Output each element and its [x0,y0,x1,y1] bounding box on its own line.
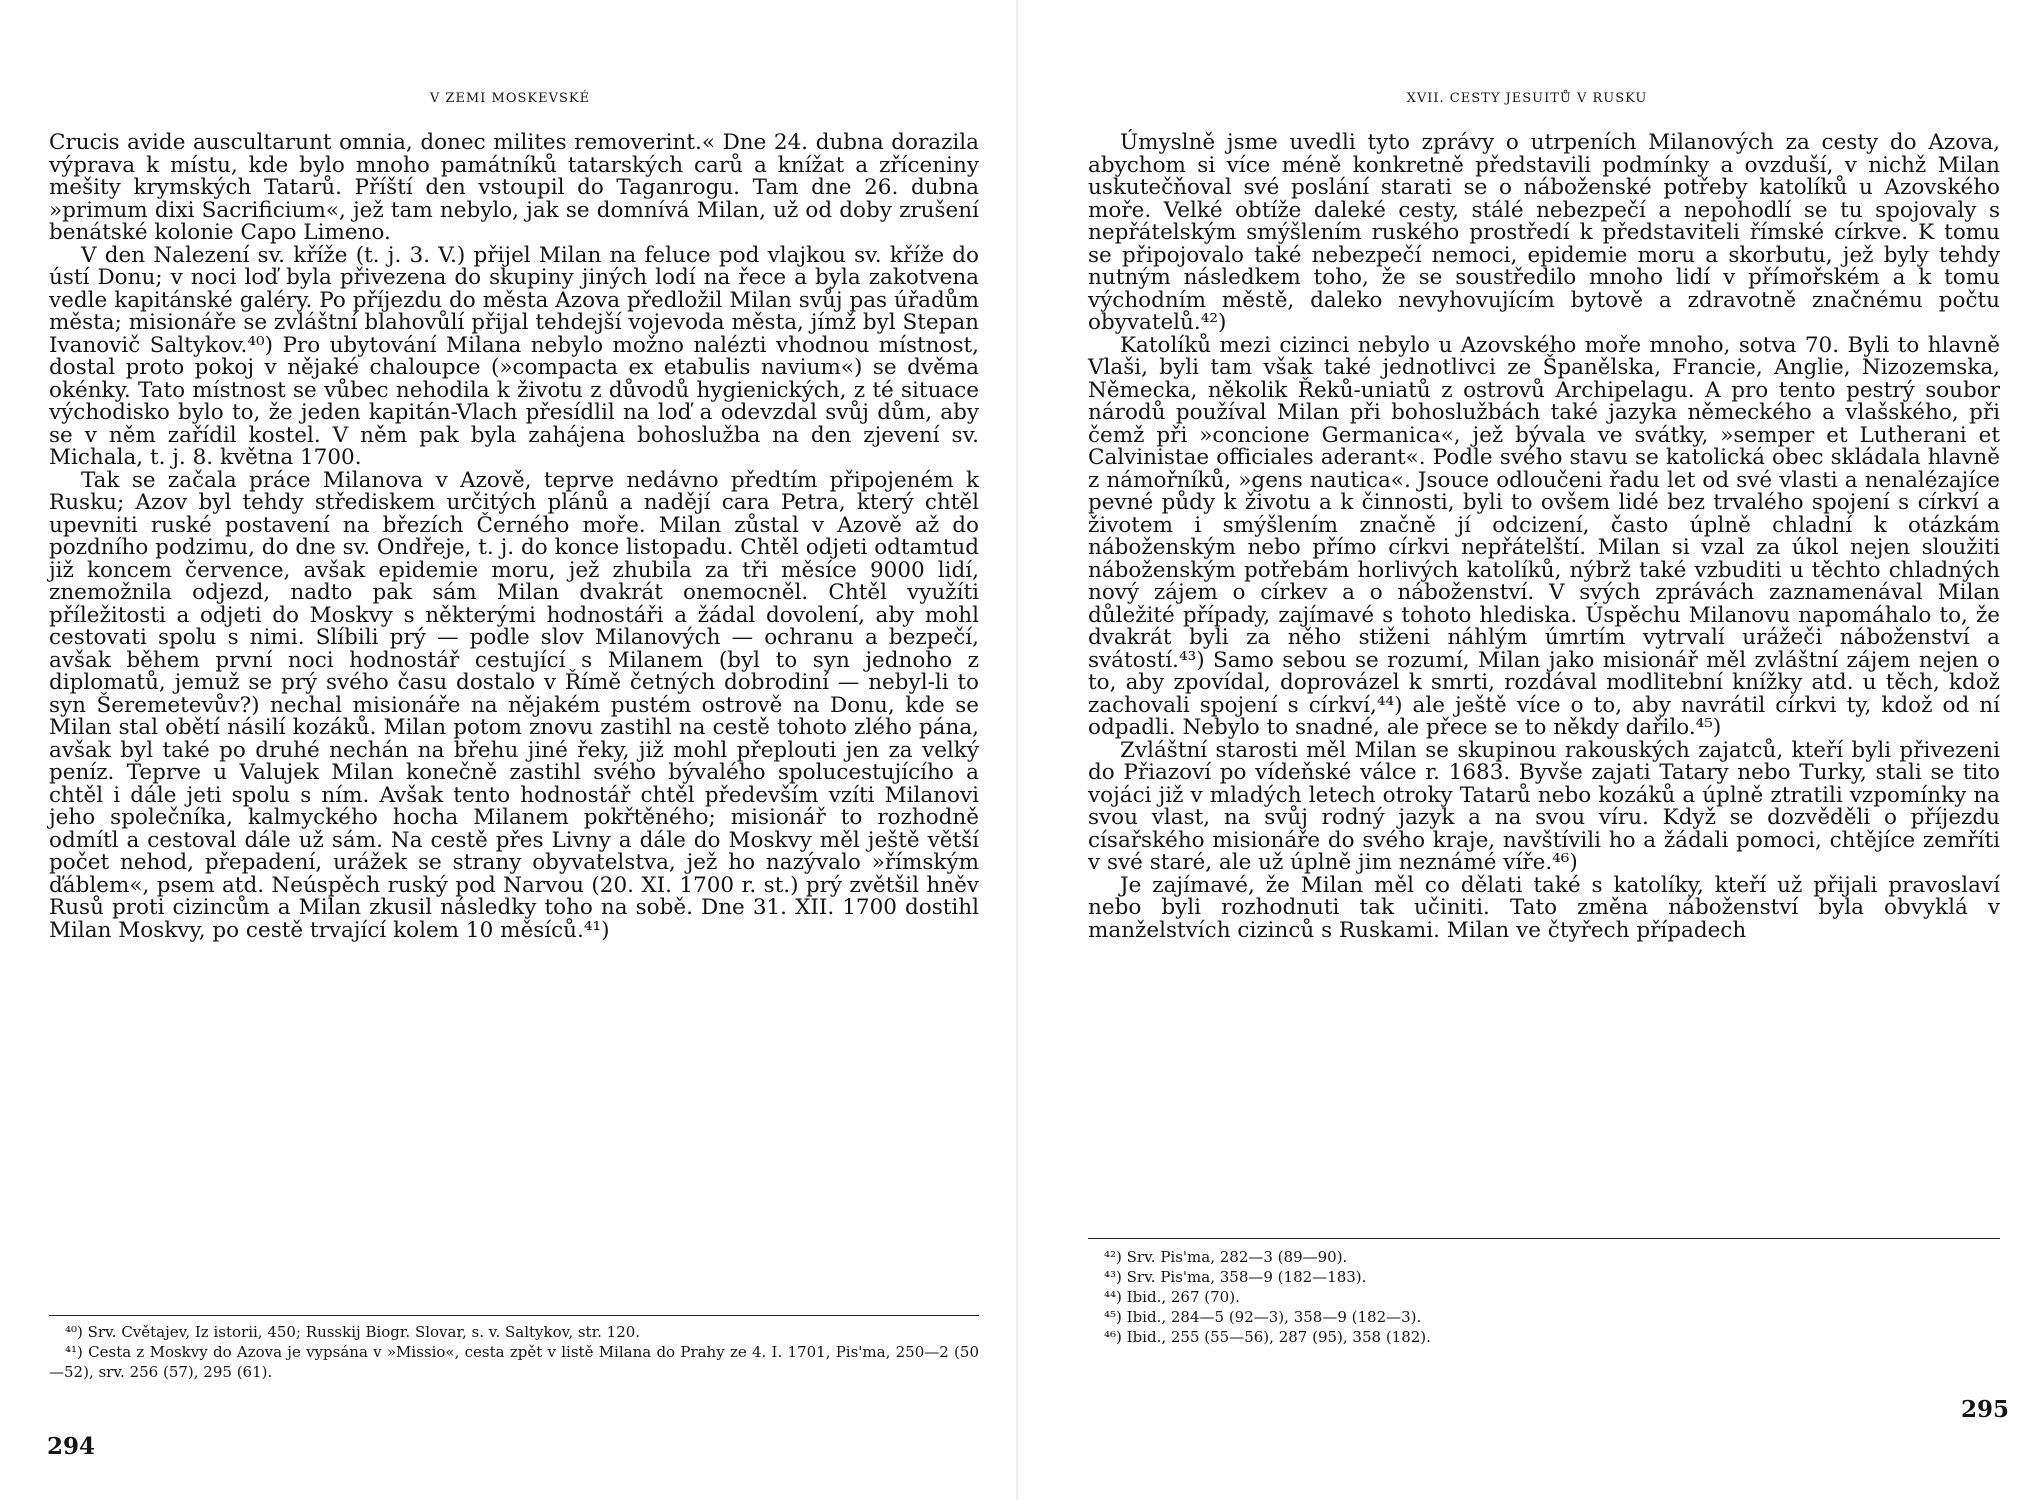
footnote: ⁴³) Srv. Pis'ma, 358—9 (182—183). [1104,1268,1367,1286]
footnote: ⁴²) Srv. Pis'ma, 282—3 (89—90). [1104,1248,1348,1266]
footnote: ⁴¹) Cesta z Moskvy do Azova je vypsána v »Missio«, cesta zpět v listě Milana do Prahy ze 4. I. 1701, Pis'ma, 250—2 (50—52), srv. 256 (57), 295 (61). [49,1343,979,1381]
footnotes [49,1322,979,1382]
running-head: V ZEMI MOSKEVSKÉ [429,91,591,106]
right-page [1017,0,2034,1500]
body-text [1088,132,2000,942]
footnote: ⁴⁴) Ibid., 267 (70). [1104,1288,1240,1306]
page-number: 295 [1961,1396,2010,1423]
paragraph: Tak se začala práce Milanova v Azově, teprve nedávno předtím připojeném k Rusku; Azov byl tehdy střediskem určitých plánů a nadějí cara Petra, který chtěl upevniti ruské postavení na březích Černého moře. Milan zůstal v Azově až do pozdního podzimu, do dne sv. Ondřeje, t. j. do konce listopadu. Chtěl odjeti odtamtud již koncem července, avšak epidemie moru, jež zhubila za tři měsíce 9000 lidí, znemožnila odjezd, nadto pak sám Milan dvakrát onemocněl. Chtěl využíti příležitosti a odjeti do Moskvy s některými hodnostáři a žádal dovolení, aby mohl cestovati spolu s nimi. Slíbili prý — podle slov Milanových — ochranu a bezpečí, avšak během první noci hodnostář cestující s Milanem (byl to syn jednoho z diplomatů, jemuž se prý svého času dostalo v Římě četných dobrodiní — nebyl-li to syn Šeremetevův?) nechal misionáře na nějakém pustém ostrově na Donu, kde se Milan stal obětí násilí kozáků. Milan potom znovu zastihl na cestě tohoto zlého pána, avšak byl také po druhé nechán na břehu jiné řeky, již mohl přeplouti jen za velký peníz. Teprve u Valujek Milan konečně zastihl svého bývalého spolucestujícího a chtěl i dále jeti spolu s ním. Avšak tento hodnostář chtěl především vzíti Milanovi jeho společníka, kalmyckého hocha Milanem pokřtěného; misionář to rozhodně odmítl a cestoval dále už sám. Na cestě přes Livny a dále do Moskvy měl ještě větší počet nehod, přepadení, urážek se strany obyvatelstva, jež ho nazývalo »římským ďáblem«, psem atd. Neúspěch ruský pod Narvou (20. XI. 1700 r. st.) prý zvětšil hněv Rusů proti cizincům a Milan zkusil následky toho na sobě. Dne 31. XII. 1700 dostihl Milan Moskvy, po cestě trvající kolem 10 měsíců.⁴¹) [49,467,979,943]
body-text [49,132,979,942]
running-head: XVII. CESTY JESUITŮ V RUSKU [1406,91,1648,106]
paragraph: Crucis avide auscultarunt omnia, donec milites removerint.« Dne 24. dubna dorazila výprava k místu, kde bylo mnoho památníků tatarských carů a knížat a zříceniny mešity krymských Tatarů. Příští den vstoupil do Taganrogu. Tam dne 26. dubna »primum dixi Sacrificium«, jež tam nebylo, jak se domnívá Milan, už od doby zrušení benátské kolonie Capo Limeno. [49,130,979,245]
paragraph: Je zajímavé, že Milan měl co dělati také s katolíky, kteří už přijali pravoslaví nebo byli rozhodnuti tak učiniti. Tato změna náboženství byla obvyklá v manželstvích cizinců s Ruskami. Milan ve čtyřech případech [1088,872,2000,943]
footnote-rule [49,1315,979,1316]
footnotes [1088,1247,2000,1347]
footnote: ⁴⁵) Ibid., 284—5 (92—3), 358—9 (182—3). [1104,1308,1422,1326]
paragraph: V den Nalezení sv. kříže (t. j. 3. V.) přijel Milan na feluce pod vlajkou sv. kříže do ústí Donu; v noci loď byla přivezena do skupiny jiných lodí na řece a byla zakotvena vedle kapitánské galéry. Po příjezdu do města Azova předložil Milan svůj pas úřadům města; misionáře se zvláštní blahovůlí přijal tehdejší vojevoda města, jímž byl Stepan Ivanovič Saltykov.⁴⁰) Pro ubytování Milana nebylo možno nalézti vhodnou místnost, dostal proto pokoj v nějaké chaloupce (»compacta ex etabulis navium«) se dvěma okénky. Tato místnost se vůbec nehodila k životu z důvodů hygienických, z té situace východisko bylo to, že jeden kapitán-Vlach přesídlil na loď a odevzdal svůj dům, aby se v něm zařídil kostel. V něm pak byla zahájena bohoslužba na den zjevení sv. Michala, t. j. 8. května 1700. [49,242,979,470]
paragraph: Úmyslně jsme uvedli tyto zprávy o utrpeních Milanových za cesty do Azova, abychom si více méně konkretně představili podmínky a ovzduší, v nichž Milan uskutečňoval své poslání starati se o náboženské potřeby katolíků u Azovského moře. Velké obtíže daleké cesty, stálé nebezpečí a nepohodlí se tu spojovaly s nepřátelským smýšlením ruského prostředí k představiteli římské církve. K tomu se připojovalo také nebezpečí nemoci, epidemie moru a skorbutu, jež byly tehdy nutným následkem toho, že se soustředilo mnoho lidí v přímořském a k tomu východním městě, daleko nevyhovujícím bytově a zdravotně značnému počtu obyvatelů.⁴²) [1088,130,2000,335]
page-number: 294 [47,1433,96,1460]
footnote: ⁴⁶) Ibid., 255 (55—56), 287 (95), 358 (182). [1104,1328,1431,1346]
footnote: ⁴⁰) Srv. Cvětajev, Iz istorii, 450; Russkij Biogr. Slovar, s. v. Saltykov, str. 120. [65,1323,641,1341]
paragraph: Katolíků mezi cizinci nebylo u Azovského moře mnoho, sotva 70. Byli to hlavně Vlaši, byli tam však také jednotlivci ze Španělska, Francie, Anglie, Nizozemska, Německa, několik Řeků-uniatů z ostrovů Archipelagu. A pro tento pestrý soubor národů používal Milan při bohoslužbách také jazyka německého a vlašského, při čemž při »concione Germanica«, jež bývala ve svátky, »semper et Lutherani et Calvinistae officiales aderant«. Podle svého stavu se katolická obec skládala hlavně z námořníků, »gens nautica«. Jsouce odloučeni řadu let od své vlasti a nenalézajíce pevné půdy k životu a k činnosti, byli to ovšem lidé bez trvalého spojení s církví a životem i smýšlením značně jí odcizení, často úplně chladní k otázkám náboženským nebo přímo církvi nepřátelští. Milan si vzal za úkol nejen sloužiti náboženským potřebám horlivých katolíků, nýbrž také vzbuditi u těchto chladných nový zájem o církev a o náboženství. V svých zprávách zaznamenával Milan důležité případy, zajímavé s tohoto hlediska. Úspěchu Milanovu napomáhalo to, že dvakrát byli za něho stiženi náhlým úmrtím vytrvalí urážeči náboženství a svátostí.⁴³) Samo sebou se rozumí, Milan jako misionář měl zvláštní zájem nejen o to, aby zpovídal, doprovázel k smrti, rozdával modlitební knížky atd. u těch, kdož zachovali spojení s církví,⁴⁴) ale ještě více o to, aby navrátil církvi ty, kdož od ní odpadli. Nebylo to snadné, ale přece se to někdy dařilo.⁴⁵) [1088,332,2000,740]
footnote-rule [1088,1238,2000,1239]
paragraph: Zvláštní starosti měl Milan se skupinou rakouských zajatců, kteří byli přivezeni do Přiazoví po vídeňské válce r. 1683. Byvše zajati Tatary nebo Turky, stali se tito vojáci již v mladých letech otroky Tatarů nebo kozáků a úplně ztratili vzpomínky na svou vlast, na svůj rodný jazyk a na svou víru. Když se dozvěděli o příjezdu císařského misionáře do svého kraje, navštívili ho a žádali pomoci, chtějíce zemříti v své staré, ale už úplně jim neznámé víře.⁴⁶) [1088,737,2000,875]
